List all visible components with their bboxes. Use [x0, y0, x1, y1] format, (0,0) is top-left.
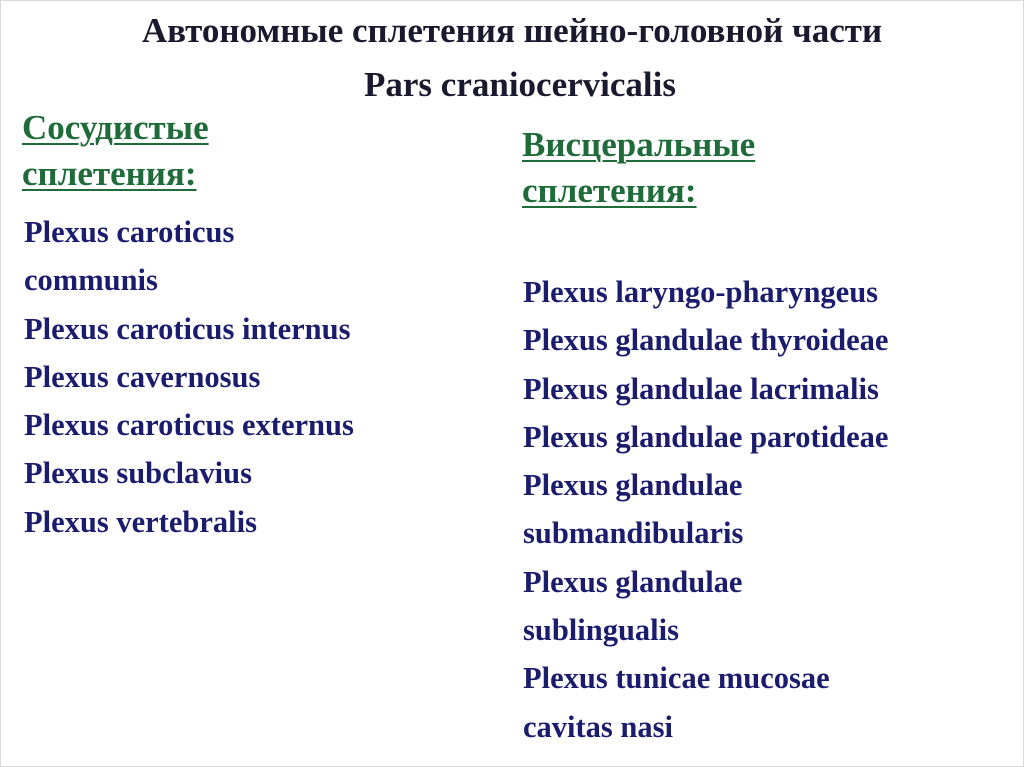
list-item: Plexus subclavius — [24, 456, 252, 491]
vascular-plexuses-list — [24, 208, 354, 546]
list-item: submandibularis — [523, 516, 744, 551]
vascular-heading-line-1: Сосудистые — [22, 108, 209, 147]
list-item: communis — [24, 263, 158, 298]
list-item: Plexus glandulae lacrimalis — [523, 371, 879, 406]
list-item: Plexus glandulae — [523, 468, 743, 503]
list-item: Plexus tunicae mucosae — [523, 661, 830, 696]
visceral-heading-line-2: сплетения: — [522, 171, 697, 210]
visceral-plexuses-heading — [522, 122, 755, 214]
list-item: sublingualis — [523, 613, 679, 648]
list-item: Plexus glandulae — [523, 564, 743, 599]
visceral-plexuses-list — [523, 268, 888, 751]
list-item: Plexus caroticus externus — [24, 408, 354, 443]
list-item: Plexus glandulae parotideae — [523, 419, 889, 454]
slide-subtitle: Pars craniocervicalis — [364, 65, 676, 104]
vascular-heading-line-2: сплетения: — [22, 154, 197, 193]
list-item: Plexus glandulae thyroideae — [523, 323, 889, 358]
list-item: Plexus vertebralis — [24, 504, 257, 539]
list-item: cavitas nasi — [523, 709, 673, 744]
visceral-heading-line-1: Висцеральные — [522, 125, 756, 164]
list-item: Plexus laryngo-pharyngeus — [523, 275, 879, 309]
slide-title: Автономные сплетения шейно-головной части — [141, 11, 883, 50]
list-item: Plexus cavernosus — [24, 359, 261, 394]
vascular-plexuses-heading — [22, 105, 209, 197]
list-item: Plexus caroticus internus — [24, 311, 351, 346]
list-item: Plexus caroticus — [24, 215, 235, 249]
